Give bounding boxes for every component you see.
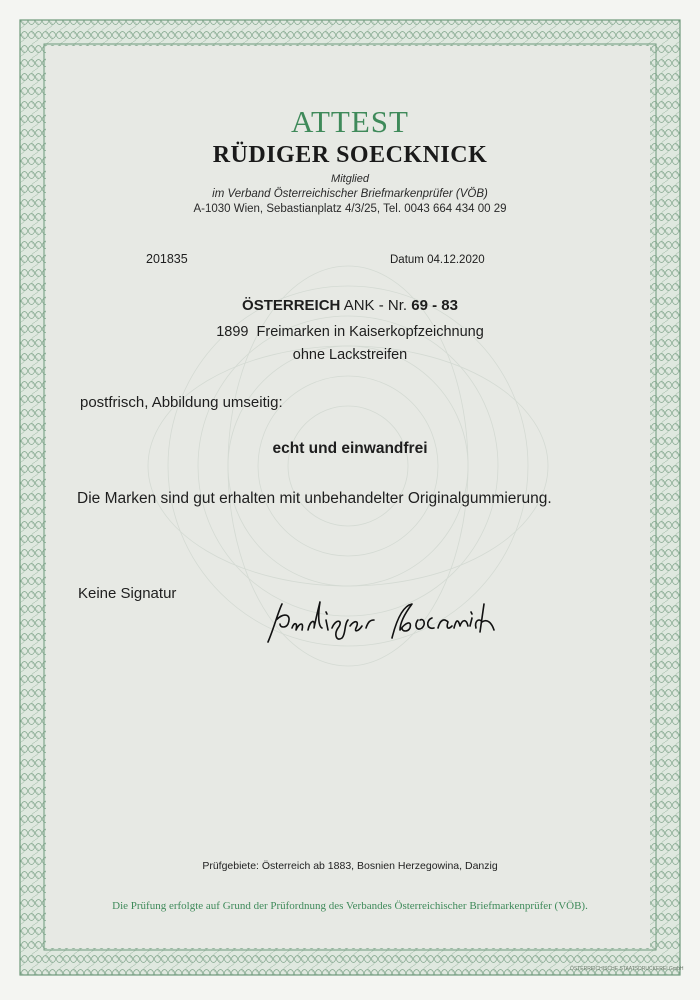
examination-scope: Prüfgebiete: Österreich ab 1883, Bosnien Herzegowina, Danzig xyxy=(202,860,498,872)
examiner-address: A-1030 Wien, Sebastianplatz 4/3/25, Tel. 0043 664 434 00 29 xyxy=(193,203,507,215)
remark-text: Die Marken sind gut erhalten mit unbehandelter Originalgummierung. xyxy=(77,490,552,507)
certificate-date xyxy=(390,254,485,266)
date-label: Datum xyxy=(390,254,424,266)
issue-description: 1899 Freimarken in Kaiserkopfzeichnung xyxy=(216,324,484,340)
subject-line xyxy=(0,297,700,314)
catalog-number-to: 83 xyxy=(441,297,458,314)
examiner-name: RÜDIGER SOECKNICK xyxy=(212,142,488,168)
variant-description: ohne Lackstreifen xyxy=(292,347,408,363)
date-value: 04.12.2020 xyxy=(427,254,485,266)
signature-note: Keine Signatur xyxy=(78,585,177,602)
member-label: Mitglied xyxy=(331,173,369,185)
catalog-number-from: 69 xyxy=(411,297,428,314)
verdict-text: echt und einwandfrei xyxy=(272,440,428,457)
catalog-label: ANK - Nr. xyxy=(343,297,408,314)
catalog-separator: - xyxy=(432,297,438,314)
handwritten-signature xyxy=(262,598,502,648)
condition-text: postfrisch, Abbildung umseitig: xyxy=(80,394,283,411)
examination-disclaimer: Die Prüfung erfolgte auf Grund der Prüfordnung des Verbandes Österreichischer Briefmarkenprüfer (VÖB). xyxy=(112,900,588,912)
association-name: im Verband Österreichischer Briefmarkenprüfer (VÖB) xyxy=(212,188,488,200)
printer-imprint: ÖSTERREICHISCHE STAATSDRUCKEREI GmbH xyxy=(570,966,684,972)
certificate-number: 201835 xyxy=(146,252,188,266)
certificate-title: ATTEST xyxy=(291,104,409,139)
country: ÖSTERREICH xyxy=(242,297,341,314)
